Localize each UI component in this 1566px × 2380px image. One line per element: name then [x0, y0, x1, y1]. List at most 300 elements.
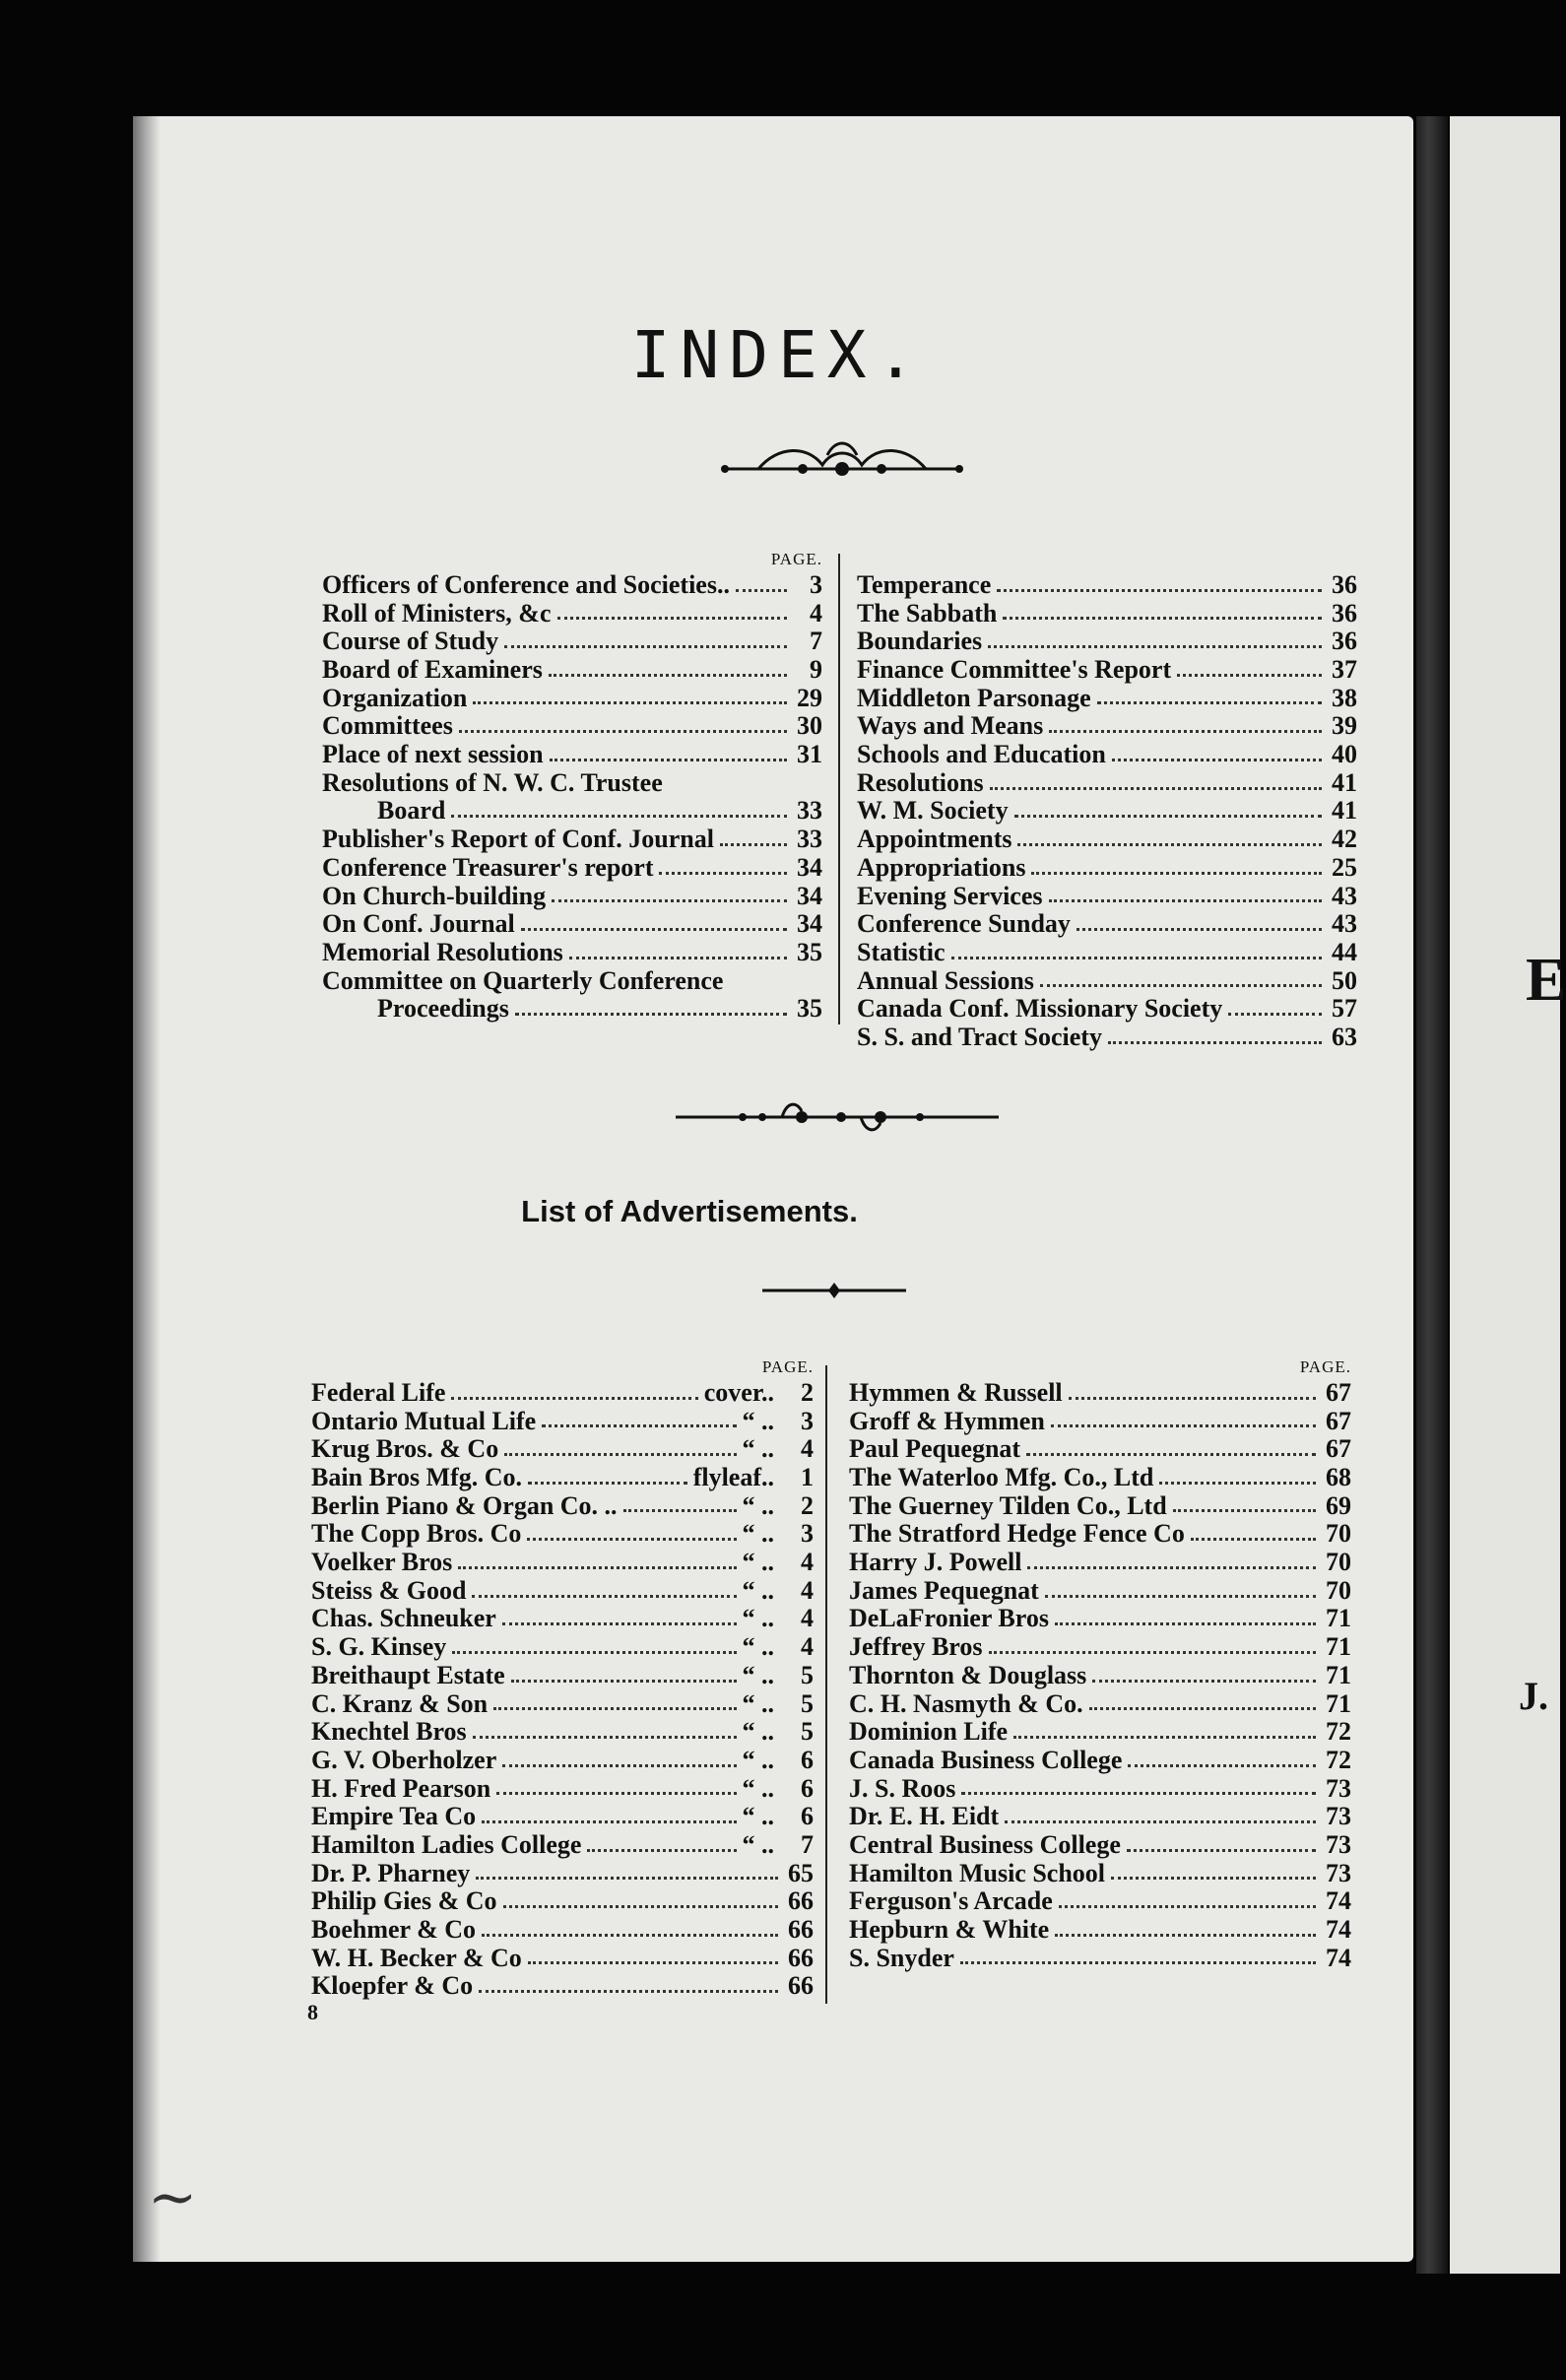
dot-leader — [550, 759, 787, 761]
dot-leader — [1045, 1595, 1316, 1598]
entry-page-number: 3 — [801, 1406, 814, 1435]
entry-page-number: 1 — [801, 1463, 814, 1492]
entry-page-number: 2 — [801, 1377, 814, 1407]
dot-leader — [504, 645, 787, 648]
dot-leader — [951, 957, 1322, 959]
dot-leader — [587, 1849, 736, 1852]
entry-label: W. M. Society — [857, 796, 1009, 826]
index-entry — [322, 712, 822, 741]
index-entry — [857, 910, 1357, 939]
entry-label: The Stratford Hedge Fence Co — [849, 1519, 1185, 1549]
dot-leader — [1049, 730, 1322, 733]
entry-label: Publisher's Report of Conf. Journal — [322, 825, 714, 854]
index-entry — [849, 1662, 1351, 1690]
index-entry — [849, 1803, 1351, 1831]
index-entry — [849, 1747, 1351, 1775]
dot-leader — [989, 1651, 1317, 1654]
entry-note: cover.. — [703, 1377, 774, 1407]
entry-label: Place of next session — [322, 740, 544, 769]
entry-label: Hymmen & Russell — [849, 1377, 1063, 1407]
dot-leader — [1077, 928, 1322, 931]
entry-page-number: 65 — [788, 1858, 814, 1887]
index-entry — [311, 1803, 814, 1831]
index-entry — [311, 1718, 814, 1747]
entry-label: Philip Gies & Co — [311, 1886, 497, 1916]
index-entry — [311, 1972, 814, 2001]
entry-page-number: 5 — [801, 1688, 814, 1718]
dot-leader — [1026, 1453, 1316, 1456]
column-divider — [838, 554, 840, 1025]
index-entry — [311, 1492, 814, 1521]
index-entry — [311, 1860, 814, 1888]
dot-leader — [473, 1736, 737, 1739]
index-entry — [322, 571, 822, 600]
entry-page-number: 4 — [801, 1575, 814, 1605]
index-entry — [322, 600, 822, 628]
entry-page-number: 66 — [788, 1971, 814, 2001]
page-number: 8 — [307, 2000, 318, 2024]
book-spine — [1416, 116, 1448, 2274]
entry-note: “ .. — [742, 1717, 774, 1747]
dot-leader — [1040, 984, 1322, 987]
entry-label: Canada Conf. Missionary Society — [857, 994, 1223, 1024]
dot-leader — [542, 1424, 736, 1427]
entry-page-number: 74 — [1326, 1943, 1351, 1972]
entry-page-number: 35 — [797, 937, 822, 966]
dot-leader — [1003, 617, 1322, 620]
entry-label: Paul Pequegnat — [849, 1434, 1021, 1464]
index-entry — [311, 1633, 814, 1662]
entry-label: On Conf. Journal — [322, 909, 515, 939]
entry-page-number: 4 — [801, 1434, 814, 1464]
entry-note: “ .. — [742, 1632, 774, 1662]
entry-label: Hepburn & White — [849, 1915, 1050, 1945]
dot-leader — [472, 1595, 736, 1598]
entry-page-number: 66 — [788, 1886, 814, 1916]
entry-label: Groff & Hymmen — [849, 1406, 1045, 1435]
entry-label: Steiss & Good — [311, 1575, 467, 1605]
entry-label: S. S. and Tract Society — [857, 1022, 1102, 1051]
index-entry — [849, 1492, 1351, 1521]
dot-leader — [473, 701, 787, 704]
dot-leader — [1069, 1397, 1316, 1400]
adjacent-page-glyph: E — [1526, 947, 1566, 1014]
adjacent-page-edge — [1450, 116, 1560, 2274]
index-entry — [857, 656, 1357, 685]
dot-leader — [1051, 1424, 1316, 1427]
entry-label: Committee on Quarterly Conference — [322, 965, 724, 995]
index-entry — [849, 1520, 1351, 1549]
entry-label: James Pequegnat — [849, 1575, 1039, 1605]
index-entry — [849, 1831, 1351, 1860]
dot-leader — [1089, 1707, 1316, 1710]
dot-leader — [1128, 1764, 1316, 1767]
page-column-header: PAGE. — [761, 1357, 814, 1376]
dot-leader — [476, 1877, 778, 1880]
dot-leader — [493, 1707, 736, 1710]
index-entry — [311, 1747, 814, 1775]
dot-leader — [451, 815, 787, 818]
entry-page-number: 40 — [1332, 740, 1357, 769]
section-divider-ornament — [674, 1095, 1009, 1135]
dot-leader — [504, 1453, 736, 1456]
dot-leader — [515, 1013, 787, 1016]
entry-label: Ways and Means — [857, 711, 1044, 741]
index-entry — [311, 1520, 814, 1549]
entry-label: The Guerney Tilden Co., Ltd — [849, 1490, 1167, 1520]
entry-note: “ .. — [742, 1490, 774, 1520]
advertisements-title: List of Advertisements. — [521, 1194, 858, 1228]
entry-page-number: 74 — [1326, 1886, 1351, 1916]
index-entry — [322, 910, 822, 939]
entry-page-number: 31 — [797, 740, 822, 769]
entry-page-number: 39 — [1332, 711, 1357, 741]
entry-note: “ .. — [742, 1829, 774, 1859]
dot-leader — [736, 589, 787, 592]
entry-label: Thornton & Douglass — [849, 1660, 1087, 1689]
entry-note: “ .. — [742, 1434, 774, 1464]
index-entry — [857, 995, 1357, 1024]
entry-page-number: 44 — [1332, 937, 1357, 966]
entry-label: Hamilton Music School — [849, 1858, 1106, 1887]
dot-leader — [1013, 1736, 1316, 1739]
dot-leader — [527, 1538, 736, 1541]
dot-leader — [720, 843, 787, 846]
entry-page-number: 71 — [1326, 1688, 1351, 1718]
entry-page-number: 43 — [1332, 909, 1357, 939]
index-entry — [322, 685, 822, 713]
dot-leader — [496, 1792, 736, 1795]
dot-leader — [459, 730, 787, 733]
index-entry — [849, 1435, 1351, 1464]
index-entry — [322, 741, 822, 769]
entry-page-number: 34 — [797, 909, 822, 939]
index-entry — [849, 1606, 1351, 1634]
entry-note: “ .. — [742, 1688, 774, 1718]
page-column-header: PAGE. — [1299, 1357, 1351, 1376]
index-entry — [311, 1916, 814, 1945]
index-entry — [322, 854, 822, 883]
entry-label: Berlin Piano & Organ Co. .. — [311, 1490, 618, 1520]
dot-leader — [1055, 1934, 1316, 1937]
index-entry — [311, 1549, 814, 1577]
entry-page-number: 41 — [1332, 767, 1357, 797]
entry-page-number: 71 — [1326, 1604, 1351, 1633]
entry-label: Middleton Parsonage — [857, 683, 1091, 712]
entry-label: G. V. Oberholzer — [311, 1745, 497, 1774]
index-entry — [849, 1916, 1351, 1945]
entry-page-number: 5 — [801, 1660, 814, 1689]
index-entry — [857, 798, 1357, 826]
ads-title-ornament — [760, 1281, 908, 1300]
entry-label: Breithaupt Estate — [311, 1660, 505, 1689]
entry-page-number: 67 — [1326, 1406, 1351, 1435]
index-entry — [857, 628, 1357, 656]
entry-page-number: 41 — [1332, 796, 1357, 826]
entry-note: “ .. — [742, 1773, 774, 1803]
dot-leader — [960, 1961, 1316, 1964]
dot-leader — [1177, 674, 1322, 677]
entry-page-number: 4 — [801, 1548, 814, 1577]
entry-label: Course of Study — [322, 627, 499, 656]
entry-page-number: 5 — [801, 1717, 814, 1747]
entry-label: C. Kranz & Son — [311, 1688, 489, 1718]
dot-leader — [1055, 1622, 1316, 1625]
index-entry — [857, 600, 1357, 628]
entry-page-number: 36 — [1332, 569, 1357, 599]
index-entry — [322, 769, 822, 798]
index-left-column — [322, 548, 822, 1024]
entry-note: “ .. — [742, 1548, 774, 1577]
dot-leader — [1191, 1538, 1316, 1541]
dot-leader — [1173, 1509, 1316, 1512]
entry-page-number: 70 — [1326, 1575, 1351, 1605]
entry-page-number: 33 — [797, 825, 822, 854]
dot-leader — [502, 1764, 736, 1767]
entry-page-number: 35 — [797, 994, 822, 1024]
entry-note: “ .. — [742, 1604, 774, 1633]
entry-label: Knechtel Bros — [311, 1717, 467, 1747]
index-entry — [857, 967, 1357, 996]
entry-label: Appointments — [857, 825, 1012, 854]
entry-page-number: 72 — [1326, 1745, 1351, 1774]
entry-page-number: 67 — [1326, 1377, 1351, 1407]
entry-page-number: 34 — [797, 852, 822, 882]
dot-leader — [1005, 1820, 1316, 1823]
entry-label: Conference Sunday — [857, 909, 1071, 939]
index-entry — [849, 1633, 1351, 1662]
index-entry — [311, 1379, 814, 1408]
entry-label: Chas. Schneuker — [311, 1604, 496, 1633]
entry-label: Boehmer & Co — [311, 1915, 477, 1945]
entry-label: Empire Tea Co — [311, 1802, 477, 1831]
entry-page-number: 50 — [1332, 965, 1357, 995]
entry-page-number: 42 — [1332, 825, 1357, 854]
index-entry — [849, 1577, 1351, 1606]
page-column-header: PAGE. — [770, 550, 822, 568]
entry-label: Dominion Life — [849, 1717, 1009, 1747]
entry-page-number: 6 — [801, 1773, 814, 1803]
dot-leader — [528, 1482, 687, 1485]
entry-label: Resolutions — [857, 767, 984, 797]
index-entry — [322, 798, 822, 826]
dot-leader — [452, 1651, 736, 1654]
entry-label: Roll of Ministers, &c — [322, 598, 552, 628]
dot-leader — [1014, 815, 1322, 818]
dot-leader — [521, 928, 787, 931]
entry-label: W. H. Becker & Co — [311, 1943, 522, 1972]
dot-leader — [1059, 1905, 1316, 1908]
entry-label: Federal Life — [311, 1377, 446, 1407]
entry-page-number: 6 — [801, 1802, 814, 1831]
entry-page-number: 57 — [1332, 994, 1357, 1024]
dot-leader — [451, 1397, 697, 1400]
entry-label: Statistic — [857, 937, 946, 966]
entry-label: Evening Services — [857, 881, 1043, 910]
index-entry — [311, 1464, 814, 1492]
entry-label: Dr. P. Pharney — [311, 1858, 471, 1887]
entry-page-number: 36 — [1332, 598, 1357, 628]
dot-leader — [997, 589, 1322, 592]
dot-leader — [659, 872, 787, 875]
dot-leader — [1031, 872, 1322, 875]
entry-label: Boundaries — [857, 627, 983, 656]
entry-page-number: 4 — [801, 1632, 814, 1662]
entry-page-number: 70 — [1326, 1519, 1351, 1549]
dot-leader — [1111, 1877, 1316, 1880]
index-right-column — [857, 571, 1357, 1052]
index-entry — [849, 1464, 1351, 1492]
index-entry — [311, 1435, 814, 1464]
dot-leader — [990, 787, 1322, 790]
entry-label: Appropriations — [857, 852, 1026, 882]
entry-label: Memorial Resolutions — [322, 937, 563, 966]
entry-label: Organization — [322, 683, 468, 712]
index-entry — [857, 883, 1357, 911]
index-entry — [322, 883, 822, 911]
entry-label: Resolutions of N. W. C. Trustee — [322, 767, 663, 797]
entry-note: “ .. — [742, 1802, 774, 1831]
index-entry — [311, 1606, 814, 1634]
entry-page-number: 71 — [1326, 1632, 1351, 1662]
entry-page-number: 63 — [1332, 1022, 1357, 1051]
entry-label: Finance Committee's Report — [857, 655, 1172, 685]
dot-leader — [552, 899, 787, 902]
entry-page-number: 73 — [1326, 1773, 1351, 1803]
index-entry — [849, 1860, 1351, 1888]
entry-label: Officers of Conference and Societies.. — [322, 569, 730, 599]
index-entry — [857, 741, 1357, 769]
entry-label: Central Business College — [849, 1829, 1121, 1859]
entry-page-number: 34 — [797, 881, 822, 910]
entry-note: “ .. — [742, 1519, 774, 1549]
index-entry — [849, 1945, 1351, 1973]
entry-label: Board of Examiners — [322, 655, 543, 685]
entry-page-number: 66 — [788, 1943, 814, 1972]
entry-page-number: 7 — [810, 627, 822, 656]
dot-leader — [1027, 1566, 1316, 1569]
entry-label: Proceedings — [377, 994, 509, 1024]
entry-label: H. Fred Pearson — [311, 1773, 491, 1803]
entry-note: “ .. — [742, 1406, 774, 1435]
entry-page-number: 25 — [1332, 852, 1357, 882]
entry-page-number: 73 — [1326, 1802, 1351, 1831]
index-entry — [322, 939, 822, 967]
entry-label: The Sabbath — [857, 598, 998, 628]
entry-page-number: 3 — [801, 1519, 814, 1549]
ads-right-column — [849, 1355, 1351, 1972]
dot-leader — [1159, 1482, 1316, 1485]
index-entry — [311, 1662, 814, 1690]
index-entry — [849, 1887, 1351, 1916]
index-entry — [311, 1577, 814, 1606]
dot-leader — [1112, 759, 1322, 761]
entry-label: Board — [377, 796, 446, 826]
dot-leader — [569, 957, 787, 959]
entry-note: “ .. — [742, 1745, 774, 1774]
entry-page-number: 68 — [1326, 1463, 1351, 1492]
dot-leader — [458, 1566, 736, 1569]
adjacent-page-glyph: J. — [1519, 1674, 1548, 1718]
dot-leader — [482, 1934, 778, 1937]
index-entry — [857, 854, 1357, 883]
entry-label: Ferguson's Arcade — [849, 1886, 1053, 1916]
entry-page-number: 43 — [1332, 881, 1357, 910]
entry-label: Committees — [322, 711, 453, 741]
entry-page-number: 36 — [1332, 627, 1357, 656]
entry-label: Kloepfer & Co — [311, 1971, 474, 2001]
index-entry — [311, 1690, 814, 1719]
title-ornament — [719, 435, 965, 485]
dot-leader — [1092, 1680, 1316, 1683]
index-entry — [311, 1887, 814, 1916]
index-entry — [857, 769, 1357, 798]
entry-label: Dr. E. H. Eidt — [849, 1802, 1000, 1831]
entry-page-number: 30 — [797, 711, 822, 741]
page-edge-shadow — [133, 116, 161, 2262]
dot-leader — [511, 1680, 737, 1683]
index-entry — [857, 939, 1357, 967]
dot-leader — [557, 617, 787, 620]
dot-leader — [1017, 843, 1322, 846]
entry-page-number: 7 — [801, 1829, 814, 1859]
entry-label: C. H. Nasmyth & Co. — [849, 1688, 1083, 1718]
entry-page-number: 33 — [797, 796, 822, 826]
dot-leader — [479, 1990, 778, 1993]
index-title: INDEX. — [630, 317, 926, 393]
entry-page-number: 72 — [1326, 1717, 1351, 1747]
dot-leader — [528, 1961, 778, 1964]
entry-note: “ .. — [742, 1660, 774, 1689]
entry-page-number: 73 — [1326, 1858, 1351, 1887]
entry-page-number: 3 — [810, 569, 822, 599]
index-entry — [849, 1690, 1351, 1719]
dot-leader — [502, 1622, 737, 1625]
entry-label: Conference Treasurer's report — [322, 852, 654, 882]
entry-label: Annual Sessions — [857, 965, 1034, 995]
dot-leader — [482, 1820, 736, 1823]
entry-page-number: 4 — [810, 598, 822, 628]
entry-note: “ .. — [742, 1575, 774, 1605]
index-entry — [849, 1718, 1351, 1747]
dot-leader — [1127, 1849, 1316, 1852]
dot-leader — [549, 674, 787, 677]
entry-label: S. Snyder — [849, 1943, 954, 1972]
index-entry — [849, 1549, 1351, 1577]
entry-label: Voelker Bros — [311, 1548, 453, 1577]
index-entry — [322, 967, 822, 996]
entry-label: Krug Bros. & Co — [311, 1434, 499, 1464]
entry-page-number: 70 — [1326, 1548, 1351, 1577]
entry-page-number: 73 — [1326, 1829, 1351, 1859]
index-entry — [322, 826, 822, 854]
index-entry — [857, 826, 1357, 854]
ads-left-column — [311, 1355, 814, 2001]
entry-label: The Copp Bros. Co — [311, 1519, 522, 1549]
entry-page-number: 38 — [1332, 683, 1357, 712]
entry-page-number: 67 — [1326, 1434, 1351, 1464]
dot-leader — [503, 1905, 778, 1908]
dot-leader — [1228, 1013, 1322, 1016]
entry-page-number: 4 — [801, 1604, 814, 1633]
entry-page-number: 9 — [810, 655, 822, 685]
entry-page-number: 74 — [1326, 1915, 1351, 1945]
entry-label: J. S. Roos — [849, 1773, 956, 1803]
entry-label: Hamilton Ladies College — [311, 1829, 582, 1859]
index-entry — [311, 1831, 814, 1860]
index-entry — [311, 1408, 814, 1436]
entry-label: Canada Business College — [849, 1745, 1123, 1774]
